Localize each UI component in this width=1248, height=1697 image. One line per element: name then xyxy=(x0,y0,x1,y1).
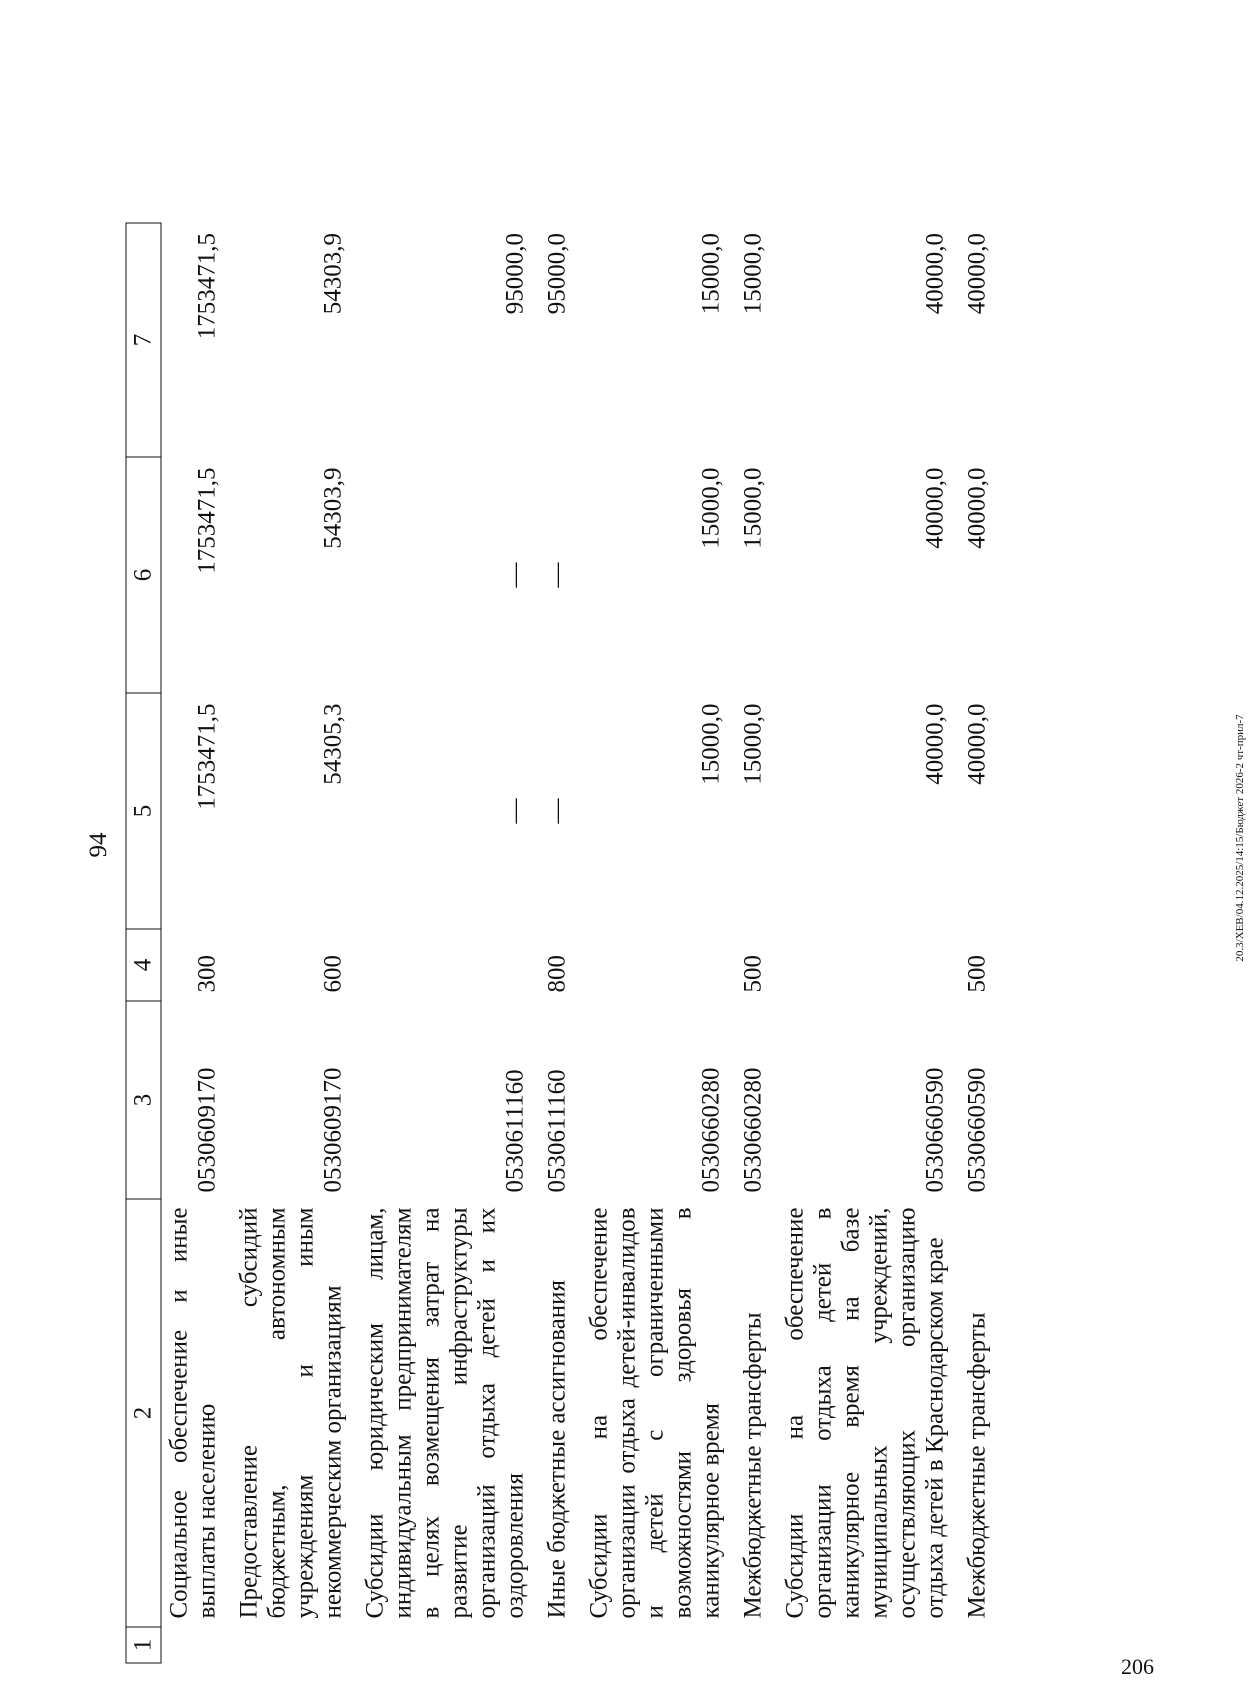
row-name: Субсидии на обеспечение организации отдыха детей-инвалидов и детей с ограниченными возможностями здоровья в каникулярное время xyxy=(585,1207,725,1619)
column-header: 5 xyxy=(126,693,161,929)
column-header: 7 xyxy=(126,223,161,457)
table-row xyxy=(161,223,236,1663)
amount-col5: 15000,0 xyxy=(697,703,725,785)
page-number: 94 xyxy=(85,832,112,858)
row-name: Межбюджетные трансферты xyxy=(739,1312,767,1619)
amount-col7: 40000,0 xyxy=(921,233,949,315)
table-header-row xyxy=(126,223,161,1663)
amount-col5: — xyxy=(543,798,571,824)
row-name: Иные бюджетные ассигнования xyxy=(543,1279,571,1619)
target-article-code: 0530660280 xyxy=(739,1067,767,1193)
row-number-cell xyxy=(740,1627,782,1663)
expense-kind: 500 xyxy=(739,955,767,993)
amount-col5: 54305,3 xyxy=(319,703,347,785)
target-article-code: 0530611160 xyxy=(501,1069,529,1193)
table-row xyxy=(586,223,740,1663)
row-number-cell xyxy=(964,1627,1006,1663)
target-article-code: 0530609170 xyxy=(319,1067,347,1193)
row-name: Субсидии на обеспечение организации отдыха детей в каникулярное время на базе муниципальных учреждений, осуществляющих организацию отдыха детей в Краснодарском крае xyxy=(781,1207,949,1619)
table-row xyxy=(964,223,1006,1663)
row-number-cell xyxy=(236,1627,362,1663)
column-header: 1 xyxy=(126,1627,161,1663)
table-row xyxy=(362,223,544,1663)
target-article-code: 0530609170 xyxy=(193,1067,221,1193)
table-row xyxy=(544,223,586,1663)
column-header: 2 xyxy=(126,1199,161,1627)
target-article-code: 0530660280 xyxy=(697,1067,725,1193)
table-row xyxy=(740,223,782,1663)
expense-kind xyxy=(362,929,544,1001)
amount-col6: 15000,0 xyxy=(697,467,725,549)
amount-col6: 15000,0 xyxy=(739,467,767,549)
row-name: Социальное обеспечение и иные выплаты населению xyxy=(165,1207,221,1619)
row-number-cell xyxy=(782,1627,964,1663)
amount-col7: 1753471,5 xyxy=(193,233,221,340)
amount-col6: 1753471,5 xyxy=(193,467,221,574)
table-row xyxy=(236,223,362,1663)
row-number-cell xyxy=(161,1627,236,1663)
amount-col6: 40000,0 xyxy=(921,467,949,549)
amount-col5: — xyxy=(501,798,529,824)
column-header: 3 xyxy=(126,1001,161,1199)
target-article-code: 0530660590 xyxy=(963,1067,991,1193)
target-article-code: 0530611160 xyxy=(543,1069,571,1193)
expense-kind: 300 xyxy=(193,955,221,993)
expense-kind xyxy=(782,929,964,1001)
amount-col5: 40000,0 xyxy=(921,703,949,785)
amount-col7: 15000,0 xyxy=(739,233,767,315)
amount-col5: 1753471,5 xyxy=(193,703,221,810)
amount-col7: 15000,0 xyxy=(697,233,725,315)
amount-col6: — xyxy=(543,562,571,588)
expense-kind: 500 xyxy=(963,955,991,993)
budget-table xyxy=(126,223,1006,1664)
amount-col6: — xyxy=(501,562,529,588)
footer-document-code: 20.3/ХЕВ/04.12.2025/14:15/Бюджет 2026-2 чт-прил-7 xyxy=(1234,714,1246,962)
budget-table-rotated xyxy=(126,224,1011,1664)
row-name: Межбюджетные трансферты xyxy=(963,1312,991,1619)
amount-col5: 40000,0 xyxy=(963,703,991,785)
row-name: Предоставление субсидий бюджетным, автономным учреждениям и иным некоммерческим организациям xyxy=(235,1207,347,1619)
amount-col5: 15000,0 xyxy=(739,703,767,785)
table-row xyxy=(782,223,964,1663)
expense-kind xyxy=(586,929,740,1001)
target-article-code: 0530660590 xyxy=(921,1067,949,1193)
expense-kind: 800 xyxy=(543,955,571,993)
amount-col6: 54303,9 xyxy=(319,467,347,549)
sheet-number: 206 xyxy=(1121,1654,1154,1679)
amount-col7: 95000,0 xyxy=(501,233,529,315)
row-number-cell xyxy=(586,1627,740,1663)
expense-kind: 600 xyxy=(319,955,347,993)
amount-col6: 40000,0 xyxy=(963,467,991,549)
amount-col7: 95000,0 xyxy=(543,233,571,315)
row-name: Субсидии юридическим лицам, индивидуальным предпринимателям в целях возмещения затрат на развитие инфраструктуры организаций отдыха детей и их оздоровления xyxy=(361,1207,529,1619)
amount-col7: 54303,9 xyxy=(319,233,347,315)
column-header: 6 xyxy=(126,457,161,693)
row-number-cell xyxy=(362,1627,544,1663)
amount-col7: 40000,0 xyxy=(963,233,991,315)
column-header: 4 xyxy=(126,929,161,1001)
row-number-cell xyxy=(544,1627,586,1663)
